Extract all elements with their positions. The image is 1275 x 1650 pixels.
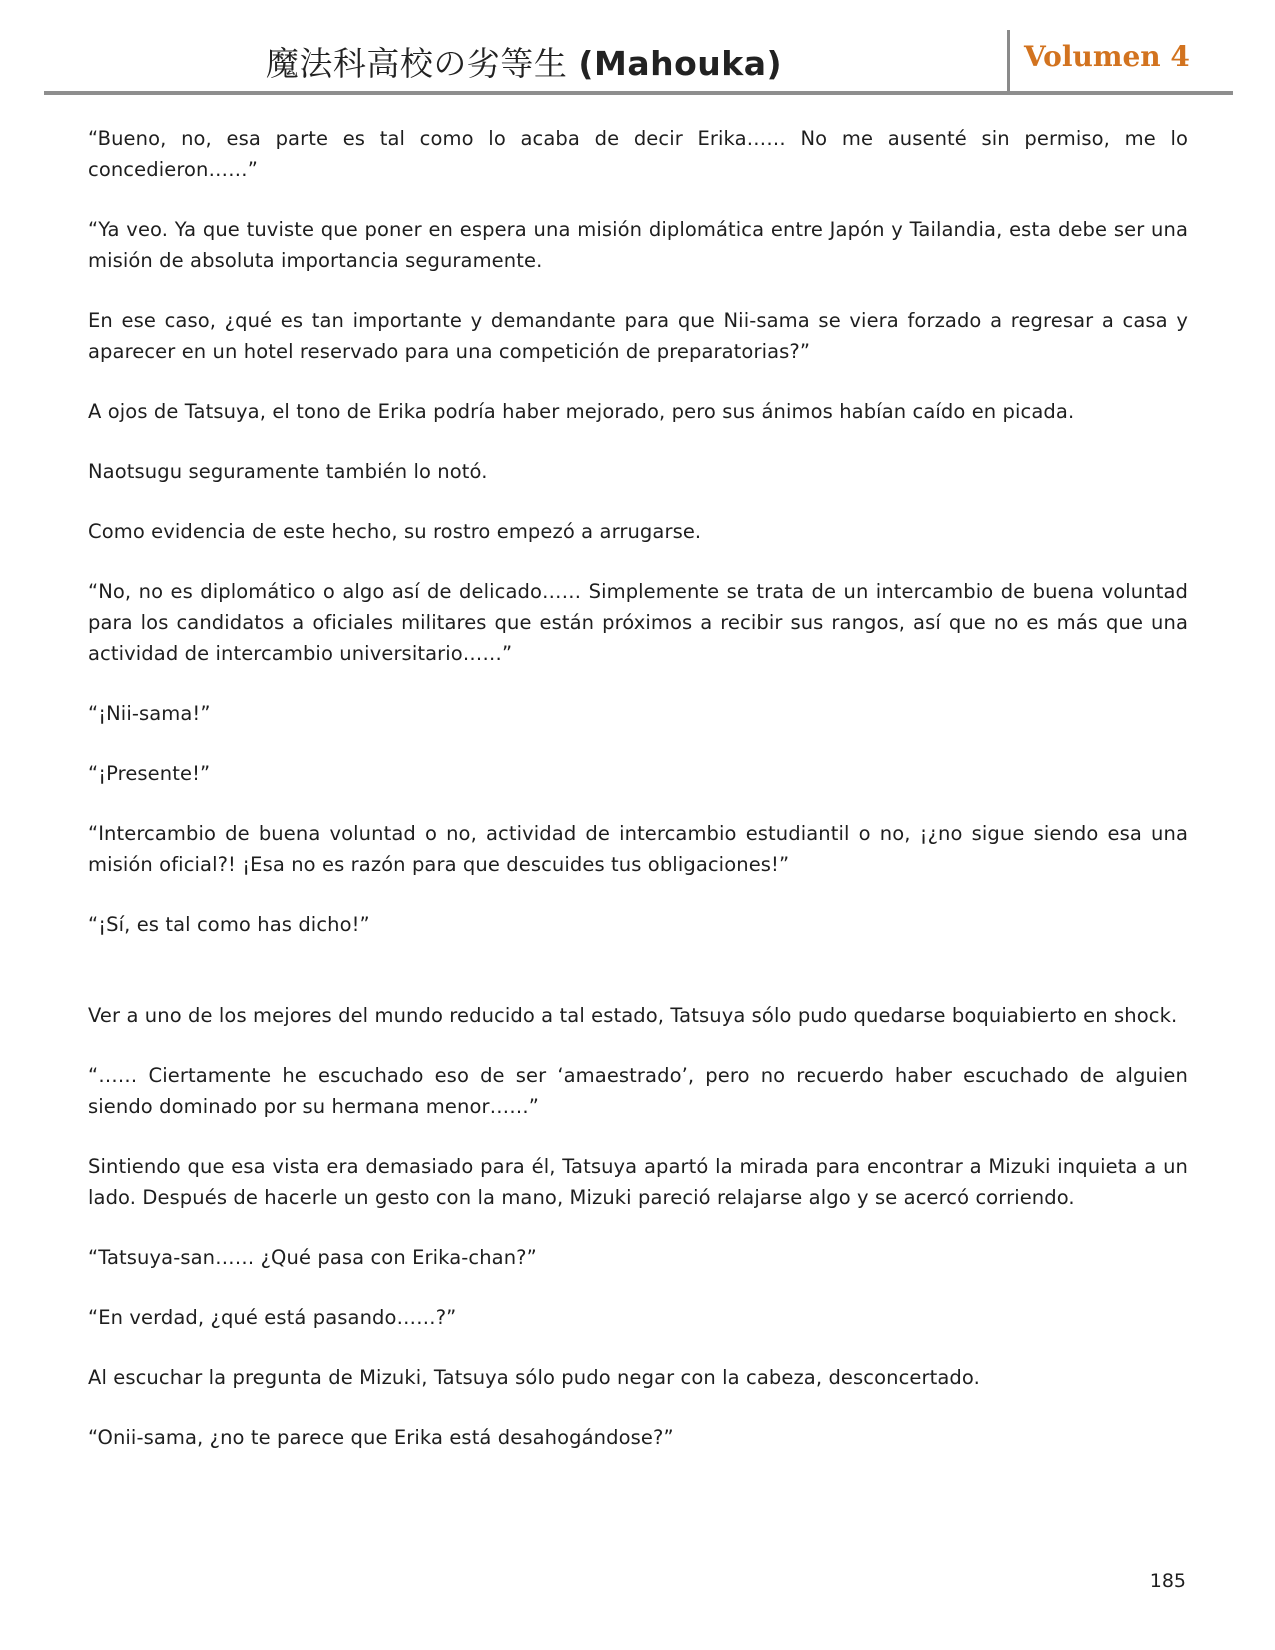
paragraph: “Ya veo. Ya que tuviste que poner en espera una misión diplomática entre Japón y Tailandia, esta debe ser una misión de absoluta importancia seguramente.: [88, 218, 1188, 272]
header-divider: [1007, 30, 1010, 92]
paragraph: “Tatsuya-san…… ¿Qué pasa con Erika-chan?”: [88, 1246, 537, 1269]
paragraph: “Bueno, no, esa parte es tal como lo acaba de decir Erika…… No me ausenté sin permiso, me lo concedieron……”: [88, 127, 1188, 181]
paragraph: “Onii-sama, ¿no te parece que Erika está desahogándose?”: [88, 1426, 674, 1449]
paragraph: Naotsugu seguramente también lo notó.: [88, 460, 488, 483]
page-header: [44, 28, 1233, 94]
page-body: [88, 123, 1188, 1482]
paragraph: “¡Nii-sama!”: [88, 702, 211, 725]
book-title-latin: (Mahouka): [578, 44, 783, 83]
paragraph: “No, no es diplomático o algo así de delicado…… Simplemente se trata de un intercambio de buena voluntad para los candidatos a oficiales militares que están próximos a recibir sus rangos, así que no es más que una actividad de intercambio universitario……”: [88, 580, 1188, 665]
paragraph: Como evidencia de este hecho, su rostro empezó a arrugarse.: [88, 520, 702, 543]
page-number: 185: [1149, 1570, 1186, 1592]
paragraph: “¡Presente!”: [88, 762, 211, 785]
paragraph: A ojos de Tatsuya, el tono de Erika podría haber mejorado, pero sus ánimos habían caído en picada.: [88, 400, 1075, 423]
book-title-japanese: 魔法科高校の劣等生: [265, 44, 568, 83]
volume-label: Volumen 4: [1024, 40, 1190, 73]
paragraph: “…… Ciertamente he escuchado eso de ser ‘amaestrado’, pero no recuerdo haber escuchado de alguien siendo dominado por su hermana menor……”: [88, 1064, 1188, 1118]
header-rule: [44, 91, 1233, 95]
paragraph: Al escuchar la pregunta de Mizuki, Tatsuya sólo pudo negar con la cabeza, desconcertado.: [88, 1366, 980, 1389]
paragraph: “En verdad, ¿qué está pasando……?”: [88, 1306, 457, 1329]
paragraph: En ese caso, ¿qué es tan importante y demandante para que Nii-sama se viera forzado a regresar a casa y aparecer en un hotel reservado para una competición de preparatorias?”: [88, 309, 1188, 363]
paragraph: “Intercambio de buena voluntad o no, actividad de intercambio estudiantil o no, ¡¿no sigue siendo esa una misión oficial?! ¡Esa no es razón para que descuides tus obligaciones!”: [88, 822, 1188, 876]
paragraph: “¡Sí, es tal como has dicho!”: [88, 913, 370, 936]
paragraph: Sintiendo que esa vista era demasiado para él, Tatsuya apartó la mirada para encontrar a Mizuki inquieta a un lado. Después de hacerle un gesto con la mano, Mizuki pareció relajarse algo y se acercó corriendo.: [88, 1155, 1188, 1209]
paragraph: Ver a uno de los mejores del mundo reducido a tal estado, Tatsuya sólo pudo quedarse boquiabierto en shock.: [88, 1004, 1178, 1027]
book-title: [44, 38, 1004, 85]
